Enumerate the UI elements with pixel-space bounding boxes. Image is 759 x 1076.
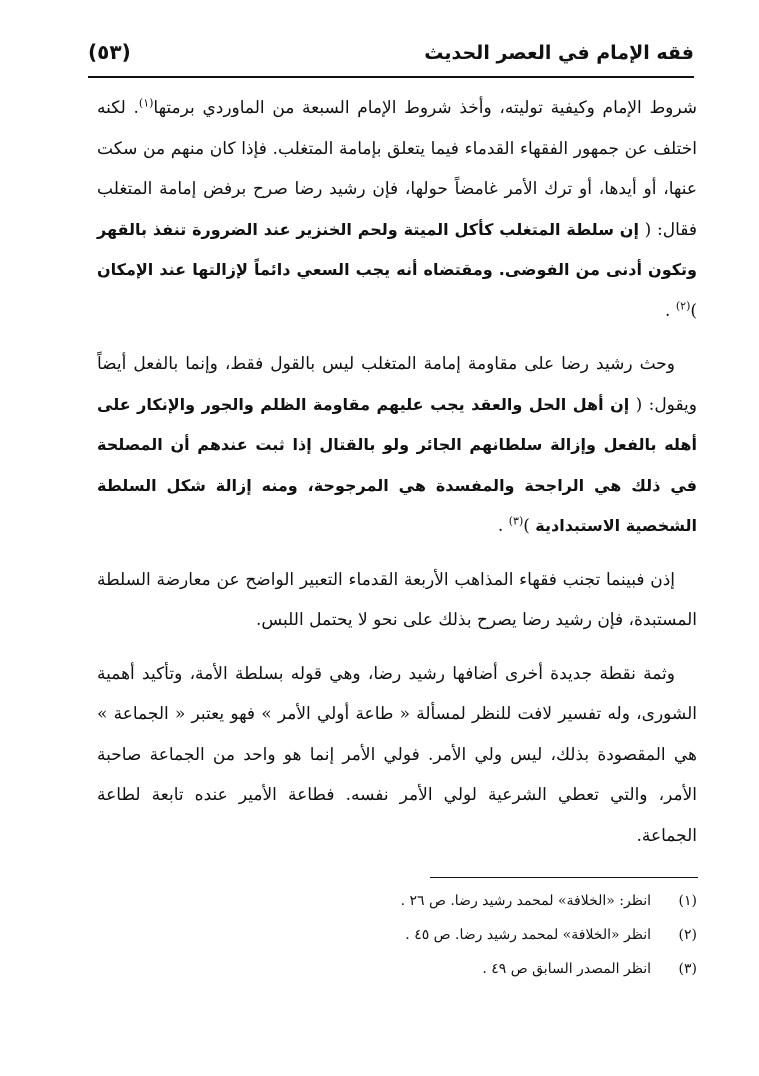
paragraph xyxy=(97,654,697,857)
footnote-ref: (٢) xyxy=(675,298,691,312)
quotation-bold: إن سلطة المتغلب كأكل الميتة ولحم الخنزير عند الضرورة تنفذ بالقهر وتكون أدنى من الفوضى. ومقتضاه أنه يجب السعي دائماً لإزالتها عند الإمكان xyxy=(97,219,697,279)
footnote-number: (٣) xyxy=(678,961,697,977)
text-run: . xyxy=(497,516,509,536)
text-run: . لكنه اختلف عن جمهور الفقهاء القدماء فيما يتعلق بإمامة المتغلب. فإذا كان منهم من سكت عنها، أو أيدها، أو ترك الأمر غامضاً حولها، فإن رشيد رضا صرح برفض إمامة المتغلب فقال: ( xyxy=(97,98,697,240)
footnotes xyxy=(97,884,697,986)
text-run: . xyxy=(665,300,676,321)
footnote xyxy=(97,884,697,918)
paragraph xyxy=(97,88,697,331)
footnote-text: انظر: «الخلافة» لمحمد رشيد رضا. ص ٢٦ . xyxy=(400,893,651,909)
running-header xyxy=(88,36,694,78)
text-run: شروط الإمام وكيفية توليته، وأخذ شروط الإمام السبعة من الماوردي برمتها xyxy=(153,98,697,118)
footnote xyxy=(97,952,697,986)
body-text xyxy=(97,88,697,869)
paragraph xyxy=(97,344,697,547)
page-number: (٥٣) xyxy=(88,40,131,64)
header-title: فقه الإمام في العصر الحديث xyxy=(424,42,694,64)
text-run: ) xyxy=(523,516,536,536)
paragraph xyxy=(97,560,697,641)
text-run: وحث رشيد رضا على مقاومة إمامة المتغلب ليس بالقول فقط، وإنما بالفعل أيضاً ويقول: ( xyxy=(97,354,698,415)
footnote xyxy=(97,918,697,952)
footnote-separator xyxy=(430,877,698,878)
footnote-text: انظر «الخلافة» لمحمد رشيد رضا. ص ٤٥ . xyxy=(405,927,651,943)
footnote-ref: (١) xyxy=(138,96,154,110)
footnote-number: (١) xyxy=(678,893,697,909)
text-run: ) xyxy=(690,300,697,321)
footnote-text: انظر المصدر السابق ص ٤٩ . xyxy=(482,961,651,977)
quotation-bold: إن أهل الحل والعقد يجب عليهم مقاومة الظلم والجور والإنكار على أهله بالفعل وإزالة سلطانهم الجائر ولو بالقتال إذا ثبت عندهم أن المصلحة في ذلك هي الراجحة والمفسدة هي المرجوحة، ومنه إزالة شكل السلطة الشخصية الاستبدادية xyxy=(97,394,697,535)
footnote-number: (٢) xyxy=(678,927,697,943)
text-run: وثمة نقطة جديدة أخرى أضافها رشيد رضا، وهي قوله بسلطة الأمة، وتأكيد أهمية الشورى، وله تفسير لافت للنظر لمسألة « طاعة أولي الأمر » فهو يعتبر « الجماعة » هي المقصودة بذلك، ليس ولي الأمر. فولي الأمر إنما هو واحد من الجماعة صاحبة الأمر، والتي تعطي الشرعية لولي الأمر نفسه. فطاعة الأمير عنده تابعة لطاعة الجماعة. xyxy=(97,663,697,846)
text-run: إذن فبينما تجنب فقهاء المذاهب الأربعة القدماء التعبير الواضح عن معارضة السلطة المستبدة، فإن رشيد رضا يصرح بذلك على نحو لا يحتمل اللبس. xyxy=(97,569,697,630)
footnote-ref: (٣) xyxy=(508,514,524,528)
